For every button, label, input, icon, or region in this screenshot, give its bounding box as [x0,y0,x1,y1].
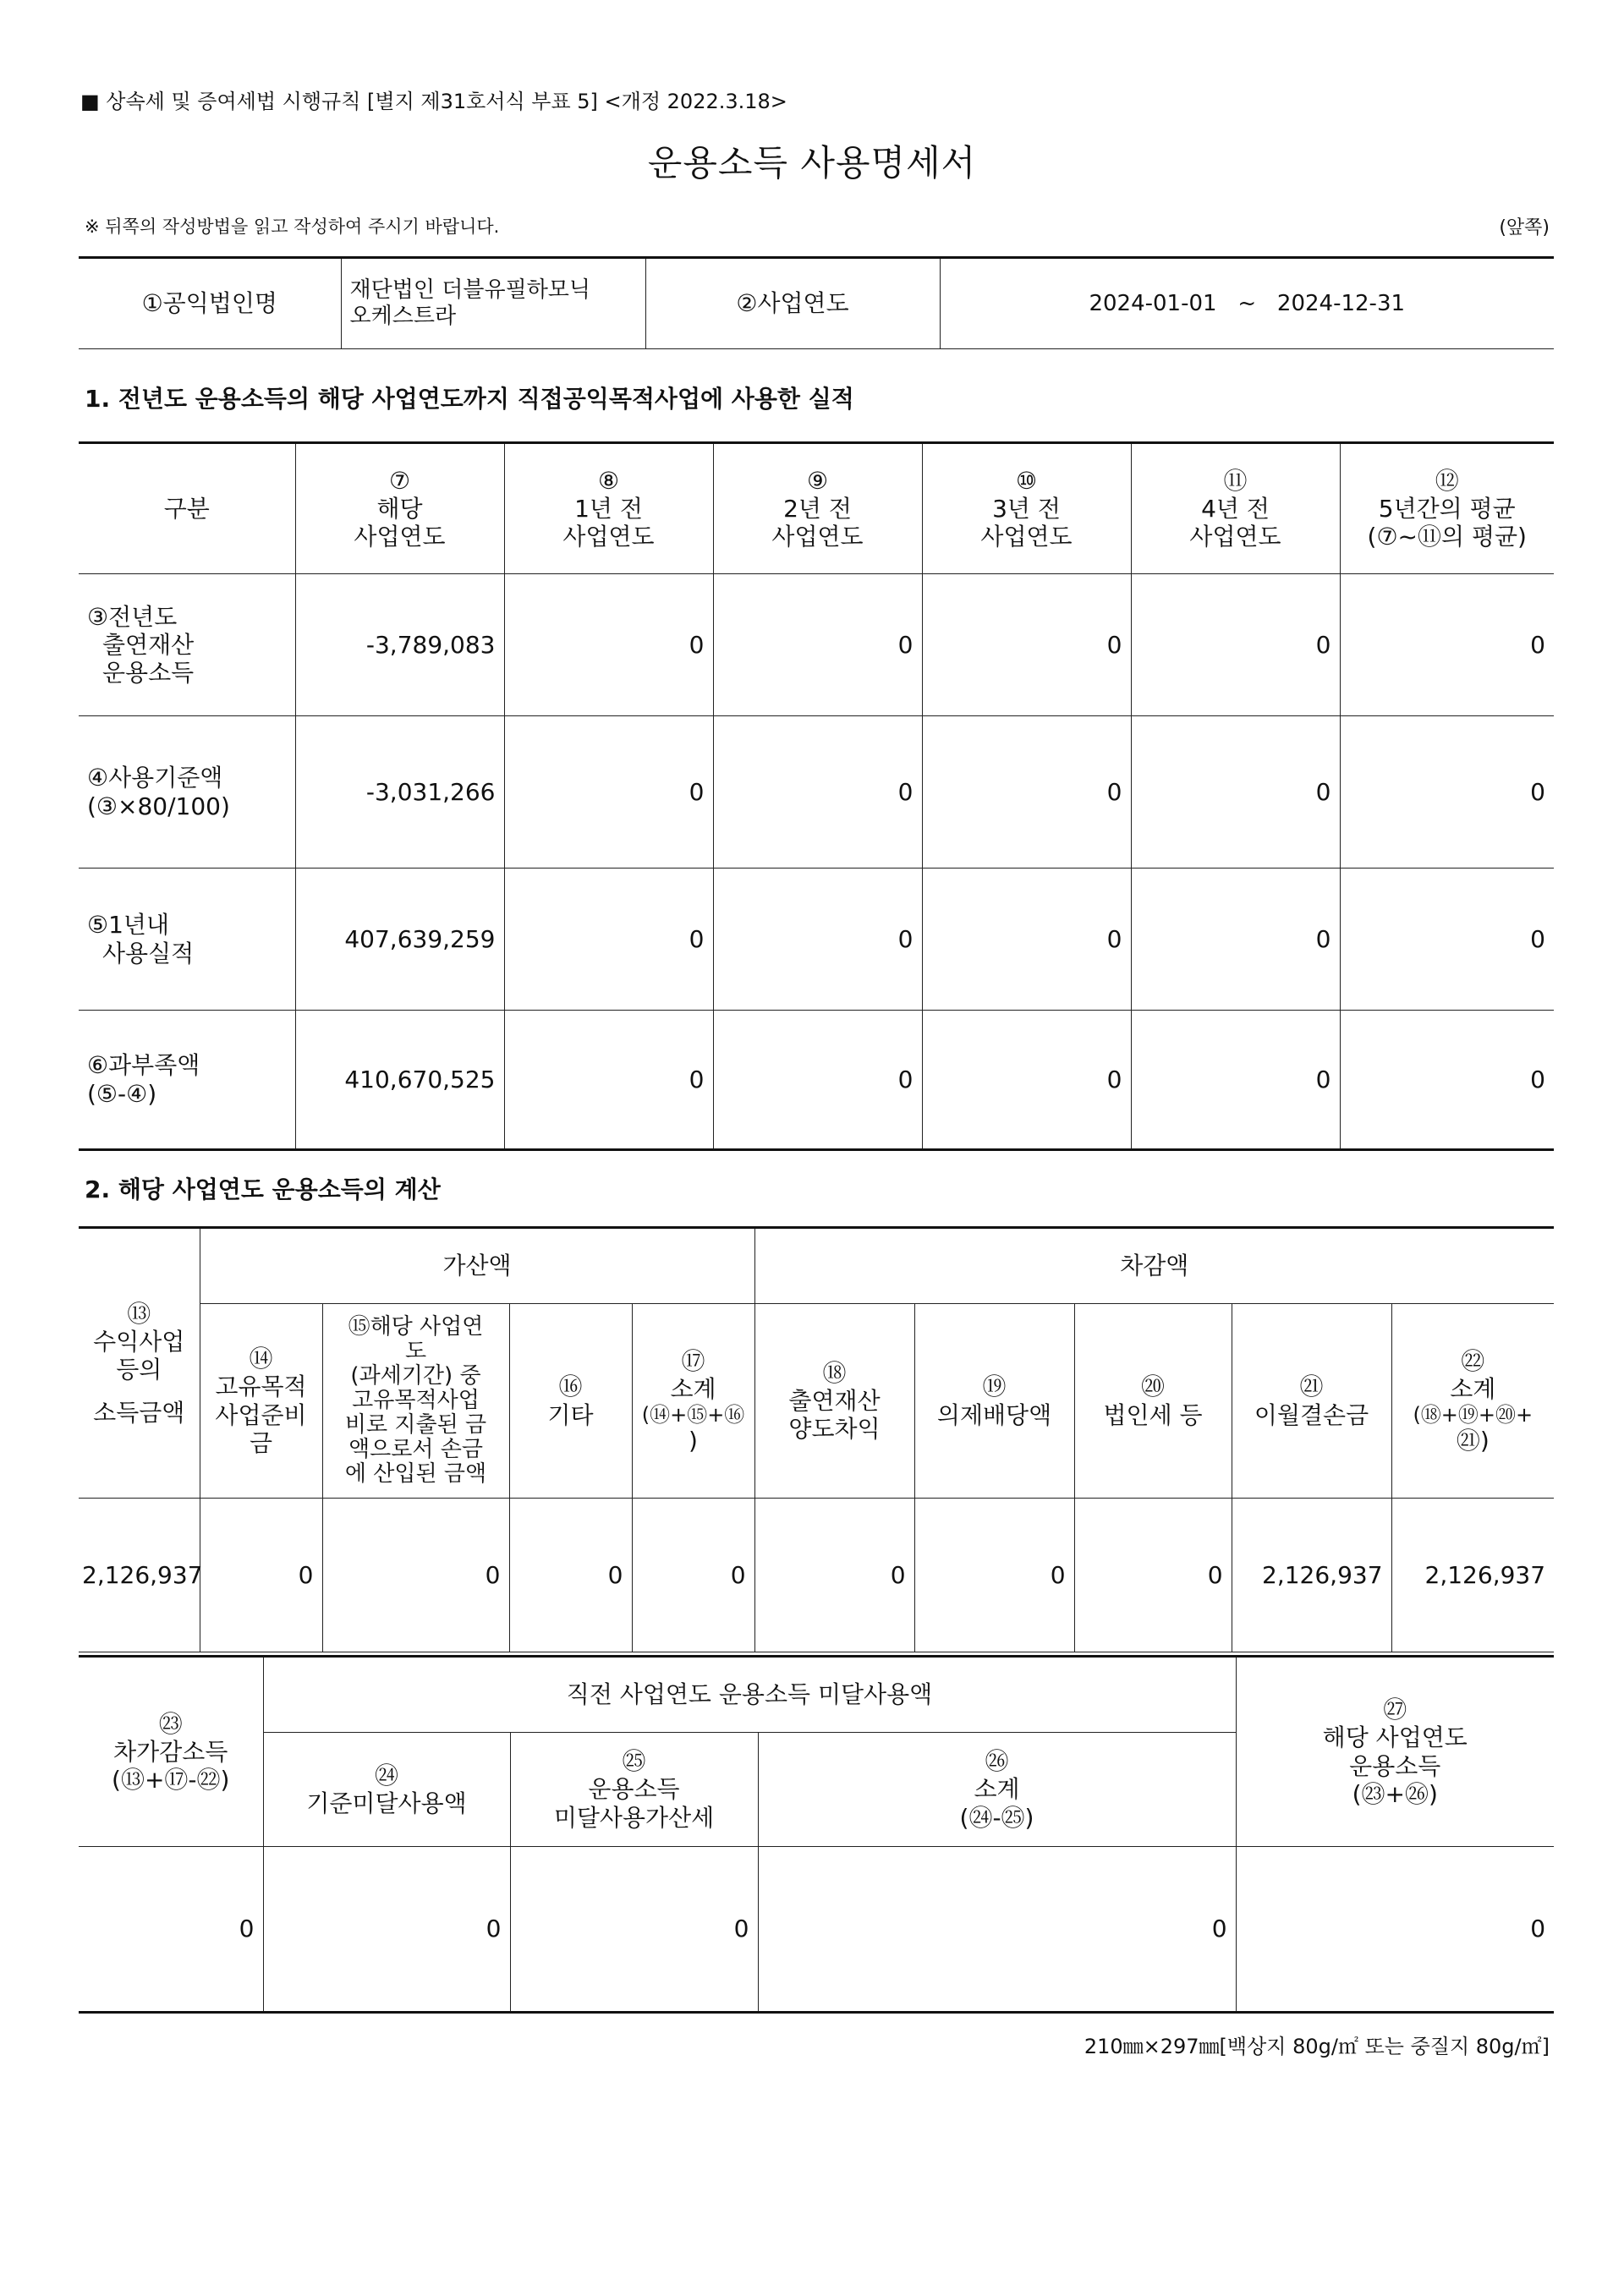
table-cell: 0 [1340,869,1554,1011]
col14-header [200,1304,322,1499]
col24-line1: 기준미달사용액 [306,1789,467,1817]
section1-title: 1. 전년도 운용소득의 해당 사업연도까지 직접공익목적사업에 사용한 실적 [85,385,854,413]
row-usage-actual-label [79,869,295,1011]
col15-line2: 도 [404,1338,427,1364]
deduct-amount-header: 차감액 [754,1228,1554,1304]
header-3yr-ago [922,443,1131,574]
table-cell: 0 [504,1011,713,1150]
col26-line2: (㉔-㉕) [959,1803,1034,1832]
col17-line2: (⑭+⑮+⑯ [641,1402,745,1427]
col14-line2: 사업준비 [215,1400,307,1429]
col18-num: ⑱ [822,1358,847,1387]
col27-line1: 해당 사업연도 [1322,1723,1468,1752]
table-cell: 0 [914,1499,1074,1652]
row-excess-shortfall-label [79,1011,295,1150]
col14-num: ⑭ [249,1345,273,1373]
header-current-num: ⑦ [388,466,411,495]
prior-shortfall-header: 직전 사업연도 운용소득 미달사용액 [263,1657,1236,1733]
col15-line5: 비로 지출된 금 [344,1412,487,1438]
col19-line1: 의제배당액 [936,1400,1052,1429]
section2-table [79,1226,1554,1652]
paper-spec-footer: 210㎜×297㎜[백상지 80g/㎡ 또는 중질지 80g/㎡] [1084,2035,1550,2058]
col22-line1: 소계 [1450,1374,1496,1403]
row-label-line: ⑥과부족액 [87,1051,200,1080]
col21-header [1232,1304,1391,1499]
col19-num: ⑲ [982,1373,1007,1401]
col13-header [79,1228,200,1499]
col14-line3: 금 [249,1428,273,1457]
table-cell: 0 [1131,869,1340,1011]
header-5yr-average [1340,443,1554,574]
table-cell: 0 [1340,574,1554,716]
col27-header [1236,1657,1554,1847]
col21-num: ㉑ [1299,1373,1324,1401]
page-title: 운용소득 사용명세서 [647,142,977,184]
table-cell: -3,031,266 [295,716,504,869]
table-cell: 0 [713,869,922,1011]
table-cell: 0 [1131,716,1340,869]
header-1yr-ago [504,443,713,574]
instruction-note: ※ 뒤쪽의 작성방법을 읽고 작성하여 주시기 바랍니다. [85,216,500,237]
row-label-line: ⑤1년내 [87,911,170,940]
table-cell: 0 [922,716,1131,869]
col13-num: ⑬ [127,1299,151,1328]
row-prior-income-label [79,574,295,716]
table-cell: 0 [504,574,713,716]
table-cell: 410,670,525 [295,1011,504,1150]
row-usage-standard-label [79,716,295,869]
col20-num: ⑳ [1141,1373,1166,1401]
col22-num: ㉒ [1461,1346,1485,1375]
col17-num: ⑰ [681,1346,705,1375]
business-year-value: 2024-01-01 ~ 2024-12-31 [940,258,1554,349]
table-cell: 0 [263,1847,510,2013]
col19-header [914,1304,1074,1499]
col20-header [1074,1304,1232,1499]
table-cell: 0 [509,1499,632,1652]
table-cell: 0 [713,1011,922,1150]
table-cell: 0 [200,1499,322,1652]
col17-line1: 소계 [670,1374,716,1403]
col25-line2: 미달사용가산세 [553,1803,715,1832]
row-label-line: (③×80/100) [87,792,230,820]
col16-line1: 기타 [547,1400,594,1429]
page-side-label: (앞쪽) [1499,217,1550,238]
col13-line2: 등의 [116,1356,162,1384]
col22-line3: ㉑) [1456,1427,1490,1455]
table-cell: 407,639,259 [295,869,504,1011]
header-1yr-line2: 1년 전 [574,494,643,523]
row-label-line: ③전년도 [87,602,178,631]
section2-title: 2. 해당 사업연도 운용소득의 계산 [85,1175,441,1203]
header-4yr-line3: 사업연도 [1189,523,1281,551]
header-current-line2: 해당 [376,494,423,523]
col16-header [509,1304,632,1499]
col22-header [1391,1304,1554,1499]
business-year-label: ②사업연도 [645,258,940,349]
row-label-line: 출연재산 [102,630,195,659]
header-current-line3: 사업연도 [354,523,446,551]
table-cell: 0 [922,1011,1131,1150]
table-cell: 0 [322,1499,509,1652]
table-cell: 0 [754,1499,914,1652]
row-label-line: (⑤-④) [87,1079,157,1108]
header-avg-line2: 5년간의 평균 [1378,494,1516,523]
col17-header [632,1304,754,1499]
row-label-line: 운용소득 [102,659,195,688]
header-4yr-ago [1131,443,1340,574]
table-cell: 0 [713,716,922,869]
header-current-year [295,443,504,574]
table-cell: 0 [758,1847,1236,2013]
col23-header [79,1657,263,1847]
table-cell: 0 [1131,1011,1340,1150]
org-name-value [341,258,645,349]
col20-line1: 법인세 등 [1103,1400,1203,1429]
table-cell: 0 [922,574,1131,716]
col13-line3: 소득금액 [93,1399,185,1427]
col13-line1: 수익사업 [93,1327,185,1356]
col27-line2: 운용소득 [1349,1751,1441,1780]
header-3yr-line3: 사업연도 [980,523,1073,551]
add-amount-header: 가산액 [200,1228,754,1304]
col18-line2: 양도차익 [788,1415,881,1444]
col26-header [758,1733,1236,1847]
col14-line1: 고유목적 [215,1373,307,1401]
form-reference: ■ 상속세 및 증여세법 시행규칙 [별지 제31호서식 부표 5] <개정 2022.3.18> [80,90,787,113]
header-2yr-line3: 사업연도 [771,523,864,551]
table-cell: 0 [79,1847,263,2013]
org-name-line1: 재단법인 더블유필하모닉 [349,277,591,304]
header-avg-num: ⑫ [1435,466,1459,495]
org-name-label: ①공익법인명 [79,258,341,349]
col23-line2: (⑬+⑰-㉒) [112,1766,230,1795]
col16-num: ⑯ [558,1373,583,1401]
col26-num: ㉖ [985,1747,1009,1776]
col27-line3: (㉓+㉖) [1352,1779,1438,1808]
header-3yr-num: ⑩ [1015,466,1038,495]
section1-table [79,441,1554,1151]
table-cell: 0 [510,1847,758,2013]
table-cell: 2,126,937 [1391,1499,1554,1652]
header-1yr-line3: 사업연도 [562,523,655,551]
table-cell: 0 [632,1499,754,1652]
col25-line1: 운용소득 [588,1775,680,1804]
header-4yr-num: ⑪ [1223,466,1248,495]
col22-line2: (⑱+⑲+⑳+ [1413,1402,1533,1427]
header-3yr-line2: 3년 전 [992,494,1061,523]
col18-header [754,1304,914,1499]
table-cell: 0 [1340,716,1554,869]
col21-line1: 이월결손금 [1254,1400,1369,1429]
table-cell: 0 [1236,1847,1554,2013]
section3-table [79,1655,1554,2014]
col15-line6: 액으로서 손금 [348,1437,483,1463]
col25-header [510,1733,758,1847]
header-4yr-line2: 4년 전 [1201,494,1270,523]
table-cell: 2,126,937 [1232,1499,1391,1652]
header-2yr-ago [713,443,922,574]
table-cell: 0 [504,716,713,869]
col15-line7: 에 산입된 금액 [344,1461,487,1488]
table-cell: 0 [504,869,713,1011]
header-category: 구분 [79,443,295,574]
header-avg-line3: (⑦~⑪의 평균) [1367,523,1527,551]
org-name-line2: 오케스트라 [349,304,457,329]
table-cell: 0 [922,869,1131,1011]
col27-num: ㉗ [1383,1696,1407,1724]
col23-num: ㉓ [158,1709,183,1738]
table-cell: 2,126,937 [79,1499,200,1652]
row-label-line: 사용실적 [102,939,195,967]
col25-num: ㉕ [622,1747,646,1776]
table-cell: 0 [713,574,922,716]
col17-line3: ) [689,1427,698,1455]
header-2yr-num: ⑨ [806,466,829,495]
col24-num: ㉔ [374,1761,398,1789]
col15-header [322,1304,509,1499]
row-label-line: ④사용기준액 [87,764,223,792]
header-1yr-num: ⑧ [597,466,620,495]
header-2yr-line2: 2년 전 [783,494,852,523]
table-cell: -3,789,083 [295,574,504,716]
col26-line1: 소계 [974,1775,1020,1804]
col15-line1: ⑮해당 사업연 [348,1313,484,1340]
table-cell: 0 [1074,1499,1232,1652]
col24-header [263,1733,510,1847]
table-cell: 0 [1131,574,1340,716]
col23-line1: 차가감소득 [113,1737,228,1766]
col18-line1: 출연재산 [788,1386,881,1415]
info-table [79,256,1554,349]
col15-line4: 고유목적사업 [352,1387,480,1413]
table-cell: 0 [1340,1011,1554,1150]
col15-line3: (과세기간) 중 [350,1362,481,1389]
